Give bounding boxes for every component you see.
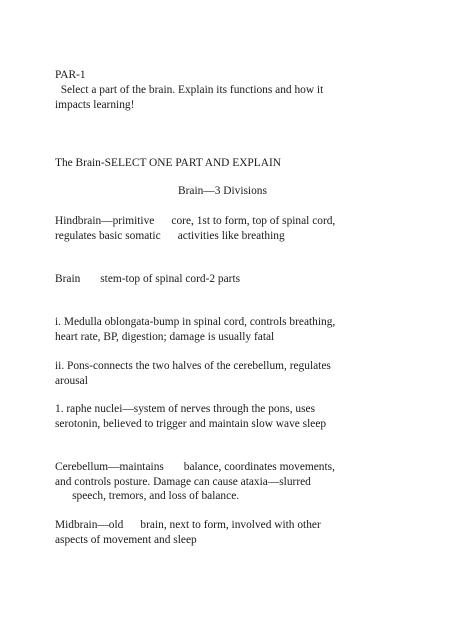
brainstem-line: Brain stem-top of spinal cord-2 parts <box>55 273 241 285</box>
section-title: The Brain-SELECT ONE PART AND EXPLAIN <box>55 157 281 169</box>
prompt-line-1: Select a part of the brain. Explain its functions and how it <box>55 84 324 96</box>
cerebellum-line-1: Cerebellum—maintains balance, coordinates movements, <box>55 461 335 473</box>
divisions-title: Brain—3 Divisions <box>178 185 267 197</box>
medulla-line-2: heart rate, BP, digestion; damage is usually fatal <box>55 331 275 343</box>
prompt-line-2: impacts learning! <box>55 99 135 111</box>
cerebellum-line-3: speech, tremors, and loss of balance. <box>55 490 240 502</box>
midbrain-line-1: Midbrain—old brain, next to form, involved with other <box>55 519 321 531</box>
pons-line-2: arousal <box>55 375 88 387</box>
document-heading: PAR-1 <box>55 69 86 81</box>
raphe-line-1: 1. raphe nuclei—system of nerves through the pons, uses <box>55 403 316 415</box>
medulla-line-1: i. Medulla oblongata-bump in spinal cord, controls breathing, <box>55 316 336 328</box>
hindbrain-line-2: regulates basic somatic activities like breathing <box>55 230 285 242</box>
cerebellum-line-2: and controls posture. Damage can cause ataxia—slurred <box>55 476 311 488</box>
raphe-line-2: serotonin, believed to trigger and maintain slow wave sleep <box>55 418 327 430</box>
hindbrain-line-1: Hindbrain—primitive core, 1st to form, top of spinal cord, <box>55 215 336 227</box>
midbrain-line-2: aspects of movement and sleep <box>55 534 197 546</box>
pons-line-1: ii. Pons-connects the two halves of the cerebellum, regulates <box>55 360 331 372</box>
